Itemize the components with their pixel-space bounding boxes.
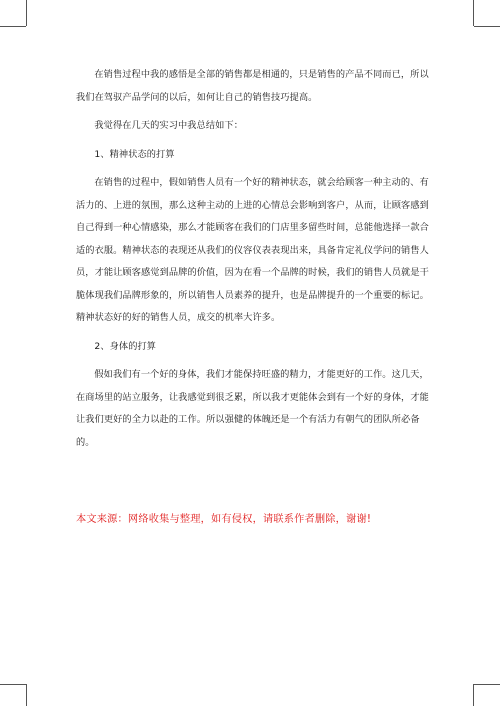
section-heading-mental-state: 1、精神状态的打算 [94,148,175,160]
crop-mark-bottom-left-h [0,684,26,685]
crop-mark-top-left-h [0,26,26,27]
paragraph-mental-state: 在销售的过程中，假如销售人员有一个好的精神状态，就会给顾客一种主动的、有活力的、上进的氛围，那么这种主动的上进的心情总会影响到客户，从而，让顾客感到自己得到一种心情感染，那么才能顾客在我们的门店里多留些时间，总能他选择一款合适的衣服。精神状态的表现还从我们的仪容仪表表现出来，具备肯定礼仪学问的销售人员，才能让顾客感觉到品牌的价值，因为在看一个品牌的时候，我们的销售人员就是干脆体现我们品牌形象的，所以销售人员素养的提升，也是品牌提升的一个重要的标记。精神状态好的好的销售人员，成交的机率大许多。 [76,177,429,323]
paragraph-summary-lead: 我觉得在几天的实习中我总结如下： [94,120,243,131]
crop-mark-top-right-h [474,26,500,27]
source-disclaimer: 本文来源：网络收集与整理，如有侵权，请联系作者删除，谢谢! [76,514,372,525]
document-body [76,64,431,454]
crop-mark-bottom-right-v [473,684,474,706]
crop-mark-top-right-v [473,0,474,26]
crop-mark-top-left-v [26,0,27,26]
crop-mark-bottom-left-v [26,684,27,706]
crop-mark-bottom-right-h [474,684,500,685]
paragraph-physical: 假如我们有一个好的身体，我们才能保持旺盛的精力，才能更好的工作。这几天，在商场里的站立服务，让我感觉到很乏累，所以我才更能体会到有一个好的身体，才能让我们更好的全力以赴的工作。所以强健的体魄还是一个有活力有朝气的团队所必备的。 [76,369,429,448]
paragraph-intro: 在销售过程中我的感悟是全部的销售都是相通的，只是销售的产品不同而已，所以我们在驾驭产品学问的以后，如何让自己的销售技巧提高。 [76,69,429,103]
section-heading-physical: 2、身体的打算 [94,340,157,352]
